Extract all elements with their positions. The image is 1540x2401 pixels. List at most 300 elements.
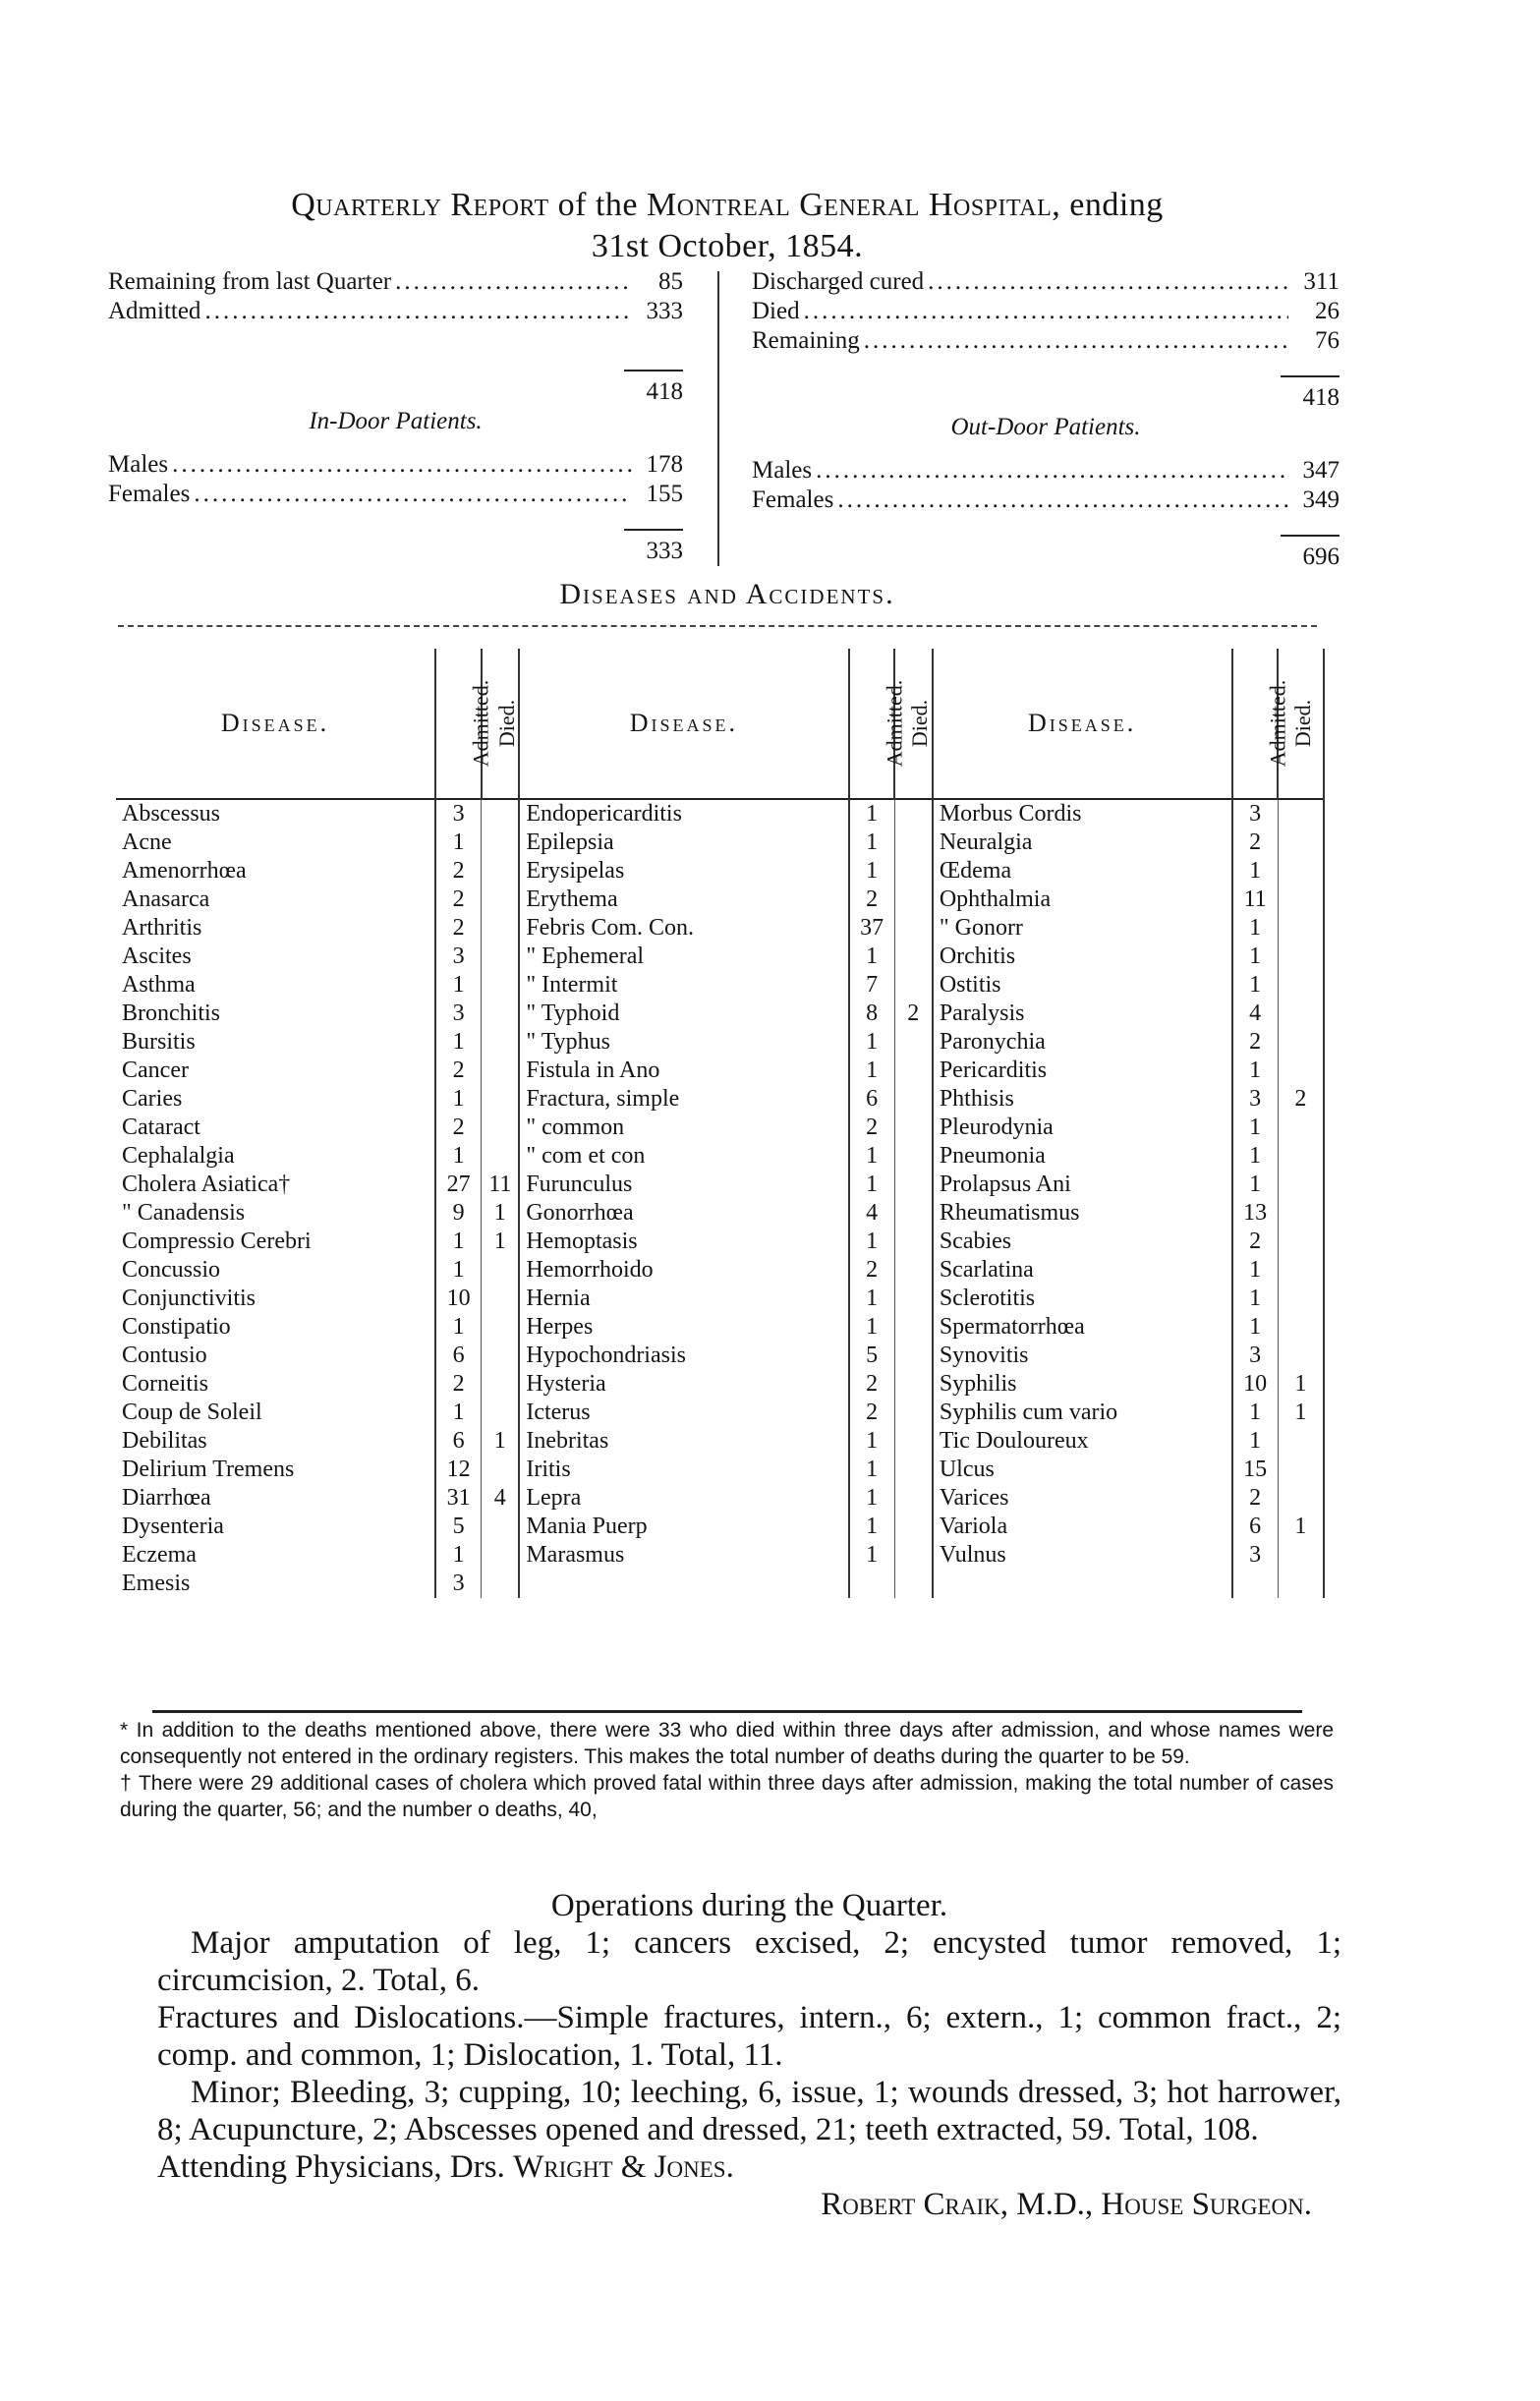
- died-count: [894, 1427, 933, 1456]
- died-count: [894, 914, 933, 943]
- admitted-count: 2: [435, 1114, 482, 1142]
- disease-name: Morbus Cordis: [939, 801, 1082, 827]
- died-count: [1278, 1427, 1324, 1456]
- admitted-count: 5: [435, 1513, 482, 1541]
- admitted-count: 1: [435, 1085, 482, 1114]
- died-count: [482, 1285, 520, 1313]
- admitted-count: 2: [849, 1399, 895, 1427]
- summary-row: Females ..... 155: [108, 480, 683, 509]
- sum-rule: [1281, 375, 1340, 377]
- disease-name: Corneitis: [122, 1371, 208, 1397]
- disease-name: Hysteria: [526, 1371, 606, 1397]
- footnote-rule: [152, 1710, 1302, 1713]
- died-count: [482, 799, 520, 829]
- admitted-count: [1232, 1570, 1279, 1598]
- died-count: [894, 857, 933, 886]
- admitted-count: 1: [435, 1142, 482, 1171]
- disease-name: Synovitis: [939, 1343, 1029, 1368]
- admitted-count: 6: [435, 1427, 482, 1456]
- admitted-count: 1: [435, 1313, 482, 1342]
- disease-name: Ophthalmia: [939, 886, 1052, 912]
- sum-rule: [624, 370, 683, 372]
- disease-name: Spermatorrhœa: [939, 1314, 1085, 1340]
- table-row: [116, 1142, 1324, 1171]
- died-count: [482, 1370, 520, 1399]
- admitted-count: 7: [849, 971, 895, 1000]
- title-hospital: Montreal General Hospital,: [647, 187, 1061, 223]
- disease-name: Hypochondriasis: [526, 1343, 686, 1368]
- admitted-count: 2: [435, 886, 482, 914]
- admitted-count: 1: [849, 1484, 895, 1513]
- disease-name: Prolapsus Ani: [939, 1172, 1071, 1197]
- died-count: [1278, 857, 1324, 886]
- table-row: [116, 1000, 1324, 1028]
- admitted-count: 8: [849, 1000, 895, 1028]
- table-row: [116, 799, 1324, 829]
- disease-name: Inebritas: [526, 1428, 609, 1454]
- admitted-count: 1: [849, 1057, 895, 1085]
- died-count: [1278, 1199, 1324, 1228]
- died-count: [1278, 1484, 1324, 1513]
- footnote-cholera: † There were 29 additional cases of cholera which proved fatal within three days after admission, making the total number of cases during the quarter, 56; and the number o deaths, 40,: [120, 1772, 1334, 1821]
- table-row: [116, 1085, 1324, 1114]
- died-count: [1278, 943, 1324, 971]
- admitted-count: 1: [849, 1541, 895, 1570]
- died-count: 1: [482, 1199, 520, 1228]
- table-row: [116, 829, 1324, 857]
- admitted-count: 1: [849, 829, 895, 857]
- disease-name: Tic Douloureux: [939, 1428, 1089, 1454]
- disease-name: Cholera Asiatica†: [122, 1172, 291, 1197]
- died-count: [894, 1370, 933, 1399]
- disease-name: Epilepsia: [526, 829, 614, 855]
- admitted-count: 1: [1232, 943, 1279, 971]
- operations-minor: Minor; Bleeding, 3; cupping, 10; leeching, 6, issue, 1; wounds dressed, 3; hot harrower, 8; Acupuncture, 2; Abscesses opened and dressed, 21; teeth extracted, 59. Total, 108.: [157, 2075, 1341, 2147]
- died-count: [482, 1342, 520, 1370]
- died-count: [1278, 1114, 1324, 1142]
- died-count: [894, 1570, 933, 1598]
- died-count: [1278, 1171, 1324, 1199]
- admitted-count: 1: [849, 857, 895, 886]
- died-count: [894, 1114, 933, 1142]
- died-count: 1: [1278, 1370, 1324, 1399]
- disease-name: Acne: [122, 829, 172, 855]
- died-count: [1278, 1285, 1324, 1313]
- died-count: 1: [1278, 1399, 1324, 1427]
- admitted-count: 2: [435, 1370, 482, 1399]
- disease-name: Ostitis: [939, 972, 1001, 998]
- died-count: 4: [482, 1484, 520, 1513]
- disease-name: Bursitis: [122, 1029, 196, 1055]
- admitted-count: 5: [849, 1342, 895, 1370]
- table-row: [116, 1456, 1324, 1484]
- admitted-count: 11: [1232, 886, 1279, 914]
- operations-section: [157, 1887, 1341, 2223]
- died-count: [482, 1142, 520, 1171]
- header-disease: Disease.: [1028, 709, 1137, 737]
- admitted-count: [849, 1570, 895, 1598]
- died-count: [1278, 1256, 1324, 1285]
- disease-name: Syphilis cum vario: [939, 1400, 1118, 1425]
- admitted-count: 1: [1232, 1427, 1279, 1456]
- disease-name: Concussio: [122, 1257, 221, 1283]
- disease-name: Cephalalgia: [122, 1143, 235, 1169]
- disease-name: " Gonorr: [939, 915, 1023, 941]
- admitted-count: 2: [849, 1370, 895, 1399]
- admitted-count: 2: [435, 857, 482, 886]
- sum-rule: [1281, 535, 1340, 537]
- table-row: [116, 1570, 1324, 1598]
- disease-name: Fractura, simple: [526, 1086, 680, 1112]
- disease-name: Furunculus: [526, 1172, 633, 1197]
- died-count: 11: [482, 1171, 520, 1199]
- summary-row: Males ..... 178: [108, 450, 683, 480]
- disease-name: Œdema: [939, 858, 1012, 884]
- outdoor-total: 696: [1302, 543, 1340, 570]
- table-row: [116, 1313, 1324, 1342]
- died-count: 1: [482, 1228, 520, 1256]
- summary-row: Died ..... 26: [752, 297, 1340, 326]
- died-count: [894, 1513, 933, 1541]
- disease-name: Compressio Cerebri: [122, 1229, 312, 1254]
- died-count: 2: [1278, 1085, 1324, 1114]
- disease-name: Hemoptasis: [526, 1229, 638, 1254]
- died-count: [1278, 829, 1324, 857]
- admitted-count: 4: [1232, 1000, 1279, 1028]
- admitted-count: 1: [849, 943, 895, 971]
- disease-name: Cataract: [122, 1115, 200, 1140]
- admitted-count: 1: [435, 1256, 482, 1285]
- died-count: [1278, 1142, 1324, 1171]
- died-count: [1278, 1541, 1324, 1570]
- disease-name: Gonorrhœa: [526, 1200, 634, 1226]
- table-row: [116, 1028, 1324, 1057]
- table-row: [116, 1199, 1324, 1228]
- disease-name: Erysipelas: [526, 858, 625, 884]
- died-count: [482, 1114, 520, 1142]
- header-died: Died.: [482, 649, 520, 799]
- admitted-count: 2: [849, 1114, 895, 1142]
- admitted-count: 1: [1232, 1285, 1279, 1313]
- disease-name: Anasarca: [122, 886, 210, 912]
- died-count: [1278, 1057, 1324, 1085]
- admitted-count: 3: [435, 1570, 482, 1598]
- disease-name: Paronychia: [939, 1029, 1046, 1055]
- header-admitted: Admitted.: [849, 649, 895, 799]
- admitted-count: 3: [1232, 1342, 1279, 1370]
- operations-heading: Operations during the Quarter.: [550, 1888, 948, 1923]
- table-row: [116, 1399, 1324, 1427]
- died-count: [482, 1313, 520, 1342]
- died-count: [894, 1313, 933, 1342]
- disease-name: Asthma: [122, 972, 196, 998]
- summary-row: Females ..... 349: [752, 486, 1340, 515]
- disease-name: Caries: [122, 1086, 183, 1112]
- died-count: [1278, 799, 1324, 829]
- admitted-count: 1: [849, 1285, 895, 1313]
- table-row: [116, 1057, 1324, 1085]
- disease-name: Amenorrhœa: [122, 858, 247, 884]
- admitted-count: 2: [1232, 1484, 1279, 1513]
- diseases-table: [116, 649, 1325, 1598]
- table-row: [116, 857, 1324, 886]
- disease-name: Ulcus: [939, 1457, 995, 1482]
- admitted-count: 1: [1232, 1142, 1279, 1171]
- died-count: [894, 1142, 933, 1171]
- admitted-count: 2: [849, 1256, 895, 1285]
- disease-name: Mania Puerp: [526, 1514, 648, 1539]
- died-count: [894, 943, 933, 971]
- table-row: [116, 886, 1324, 914]
- indoor-total: 333: [646, 538, 683, 564]
- table-row: [116, 1513, 1324, 1541]
- table-row: [116, 1370, 1324, 1399]
- diseases-title: Diseases and Accidents.: [559, 578, 895, 610]
- died-count: [482, 829, 520, 857]
- summary-right: [752, 267, 1340, 572]
- admitted-count: 2: [1232, 829, 1279, 857]
- indoor-heading: In-Door Patients.: [309, 408, 483, 434]
- admitted-count: 1: [435, 1028, 482, 1057]
- disease-name: [933, 1570, 1232, 1598]
- disease-name: " Typhus: [526, 1029, 611, 1055]
- table-row: [116, 1228, 1324, 1256]
- died-count: [1278, 1570, 1324, 1598]
- disease-name: Hemorrhoido: [526, 1257, 654, 1283]
- admitted-count: 2: [849, 886, 895, 914]
- disease-name: Ascites: [122, 943, 192, 969]
- table-row: [116, 1285, 1324, 1313]
- died-count: [482, 1256, 520, 1285]
- died-count: [482, 1399, 520, 1427]
- footnote-deaths: * In addition to the deaths mentioned above, there were 33 who died within three days after admission, and whose names were consequently not entered in the ordinary registers. This makes the total number of deaths during the quarter to be 59.: [120, 1719, 1334, 1768]
- header-disease: Disease.: [220, 709, 330, 737]
- admitted-count: 1: [1232, 1399, 1279, 1427]
- disease-name: Emesis: [122, 1571, 191, 1596]
- summary-left: [108, 267, 683, 566]
- died-count: [482, 1000, 520, 1028]
- died-count: [482, 943, 520, 971]
- died-count: [894, 886, 933, 914]
- died-count: [482, 914, 520, 943]
- admitted-count: 31: [435, 1484, 482, 1513]
- header-disease: Disease.: [629, 709, 739, 737]
- title-of: of the: [557, 187, 639, 223]
- admitted-count: 37: [849, 914, 895, 943]
- died-count: [894, 1256, 933, 1285]
- admitted-count: 10: [435, 1285, 482, 1313]
- table-row: [116, 1342, 1324, 1370]
- admitted-count: 1: [849, 1142, 895, 1171]
- disease-name: " common: [526, 1115, 625, 1140]
- admitted-count: 9: [435, 1199, 482, 1228]
- admitted-count: 6: [435, 1342, 482, 1370]
- header-died: Died.: [894, 649, 933, 799]
- admitted-count: 2: [1232, 1028, 1279, 1057]
- operations-fractures: Fractures and Dislocations.—Simple fractures, intern., 6; extern., 1; common fract., 2; comp. and common, 1; Dislocation, 1. Total, 11.: [157, 2000, 1341, 2073]
- summary-total: 418: [646, 378, 683, 405]
- patient-summary: [108, 267, 1341, 570]
- operations-major: Major amputation of leg, 1; cancers excised, 2; encysted tumor removed, 1; circumcision, 2. Total, 6.: [157, 1925, 1341, 1998]
- died-count: [482, 1456, 520, 1484]
- died-count: [1278, 1456, 1324, 1484]
- summary-divider: [717, 271, 719, 566]
- died-count: [894, 1057, 933, 1085]
- disease-name: Scarlatina: [939, 1257, 1034, 1283]
- died-count: 2: [894, 1000, 933, 1028]
- died-count: [894, 1171, 933, 1199]
- admitted-count: 3: [435, 799, 482, 829]
- died-count: [482, 1057, 520, 1085]
- disease-name: Variola: [939, 1514, 1008, 1539]
- disease-name: Fistula in Ano: [526, 1058, 660, 1083]
- title-ending: ending: [1069, 187, 1164, 223]
- disease-name: Hernia: [526, 1286, 591, 1311]
- died-count: [1278, 971, 1324, 1000]
- admitted-count: 15: [1232, 1456, 1279, 1484]
- disease-name: Erythema: [526, 886, 618, 912]
- title-report: Quarterly Report: [291, 187, 549, 223]
- disease-name: Phthisis: [939, 1086, 1014, 1112]
- disease-name: Conjunctivitis: [122, 1286, 257, 1311]
- header-admitted: Admitted.: [435, 649, 482, 799]
- disease-name: Delirium Tremens: [122, 1457, 295, 1482]
- admitted-count: 2: [1232, 1228, 1279, 1256]
- table-row: [116, 943, 1324, 971]
- died-count: [482, 886, 520, 914]
- disease-name: Paralysis: [939, 1000, 1025, 1026]
- summary-row: Admitted ..... 333: [108, 297, 683, 326]
- died-count: [894, 1199, 933, 1228]
- died-count: [894, 1085, 933, 1114]
- outdoor-heading: Out-Door Patients.: [950, 414, 1141, 440]
- disease-name: Coup de Soleil: [122, 1400, 262, 1425]
- table-row: [116, 1541, 1324, 1570]
- footnotes: [120, 1710, 1334, 1823]
- disease-name: Lepra: [526, 1485, 582, 1511]
- disease-name: Bronchitis: [122, 1000, 220, 1026]
- disease-name: Abscessus: [122, 801, 220, 827]
- disease-name: " Intermit: [526, 972, 618, 998]
- table-row: [116, 1256, 1324, 1285]
- admitted-count: 4: [849, 1199, 895, 1228]
- admitted-count: 3: [435, 943, 482, 971]
- disease-name: Icterus: [526, 1400, 591, 1425]
- admitted-count: 1: [1232, 1313, 1279, 1342]
- admitted-count: 3: [435, 1000, 482, 1028]
- report-title: [98, 185, 1356, 267]
- table-row: [116, 1114, 1324, 1142]
- admitted-count: 1: [849, 1427, 895, 1456]
- died-count: [894, 1342, 933, 1370]
- admitted-count: 1: [849, 1171, 895, 1199]
- died-count: [482, 1513, 520, 1541]
- table-row: [116, 914, 1324, 943]
- disease-name: Pneumonia: [939, 1143, 1046, 1169]
- disease-name: Sclerotitis: [939, 1286, 1036, 1311]
- disease-name: Eczema: [122, 1542, 197, 1568]
- admitted-count: 10: [1232, 1370, 1279, 1399]
- signature-line: Robert Craik, M.D., House Surgeon.: [821, 2187, 1312, 2222]
- disease-name: Marasmus: [526, 1542, 625, 1568]
- summary-row: Males ..... 347: [752, 456, 1340, 486]
- admitted-count: 1: [1232, 971, 1279, 1000]
- died-count: [482, 1541, 520, 1570]
- admitted-count: 1: [849, 1513, 895, 1541]
- admitted-count: 1: [849, 1028, 895, 1057]
- disease-name: Pleurodynia: [939, 1115, 1054, 1140]
- disease-name: Orchitis: [939, 943, 1016, 969]
- admitted-count: 2: [435, 914, 482, 943]
- admitted-count: 3: [1232, 1085, 1279, 1114]
- sum-rule: [624, 529, 683, 531]
- summary-row: Remaining ..... 76: [752, 326, 1340, 356]
- died-count: [894, 829, 933, 857]
- died-count: [1278, 914, 1324, 943]
- attending-physicians: Attending Physicians, Drs. Wright & Jones.: [157, 2149, 734, 2185]
- admitted-count: 1: [849, 799, 895, 829]
- disease-name: Arthritis: [122, 915, 202, 941]
- admitted-count: 3: [1232, 799, 1279, 829]
- disease-name: [519, 1570, 848, 1598]
- disease-name: Constipatio: [122, 1314, 231, 1340]
- died-count: [894, 799, 933, 829]
- died-count: [1278, 1228, 1324, 1256]
- died-count: 1: [482, 1427, 520, 1456]
- died-count: [1278, 1313, 1324, 1342]
- disease-name: Rheumatismus: [939, 1200, 1080, 1226]
- admitted-count: 12: [435, 1456, 482, 1484]
- disease-name: Endopericarditis: [526, 801, 682, 827]
- disease-name: Iritis: [526, 1457, 571, 1482]
- disease-name: Syphilis: [939, 1371, 1017, 1397]
- admitted-count: 1: [435, 1541, 482, 1570]
- admitted-count: 1: [435, 971, 482, 1000]
- admitted-count: 3: [1232, 1541, 1279, 1570]
- disease-name: Varices: [939, 1485, 1009, 1511]
- died-count: [482, 857, 520, 886]
- died-count: [1278, 886, 1324, 914]
- died-count: [1278, 1342, 1324, 1370]
- disease-name: Neuralgia: [939, 829, 1033, 855]
- disease-name: Dysenteria: [122, 1514, 224, 1539]
- died-count: [894, 1456, 933, 1484]
- title-date: 31st October, 1854.: [591, 228, 864, 264]
- diseases-table-body: [116, 799, 1324, 1598]
- header-admitted: Admitted.: [1232, 649, 1279, 799]
- disease-name: " Typhoid: [526, 1000, 620, 1026]
- table-row: [116, 971, 1324, 1000]
- died-count: [894, 1285, 933, 1313]
- admitted-count: 1: [1232, 1114, 1279, 1142]
- admitted-count: 13: [1232, 1199, 1279, 1228]
- admitted-count: 2: [435, 1057, 482, 1085]
- table-row: [116, 1484, 1324, 1513]
- died-count: [482, 1028, 520, 1057]
- disease-name: Febris Com. Con.: [526, 915, 695, 941]
- died-count: 1: [1278, 1513, 1324, 1541]
- disease-name: " com et con: [526, 1143, 646, 1169]
- died-count: [894, 1399, 933, 1427]
- disease-name: Scabies: [939, 1229, 1012, 1254]
- died-count: [1278, 1000, 1324, 1028]
- admitted-count: 6: [849, 1085, 895, 1114]
- summary-row: Remaining from last Quarter ..... 85: [108, 267, 683, 297]
- died-count: [482, 1085, 520, 1114]
- died-count: [894, 1484, 933, 1513]
- died-count: [482, 971, 520, 1000]
- admitted-count: 1: [1232, 1057, 1279, 1085]
